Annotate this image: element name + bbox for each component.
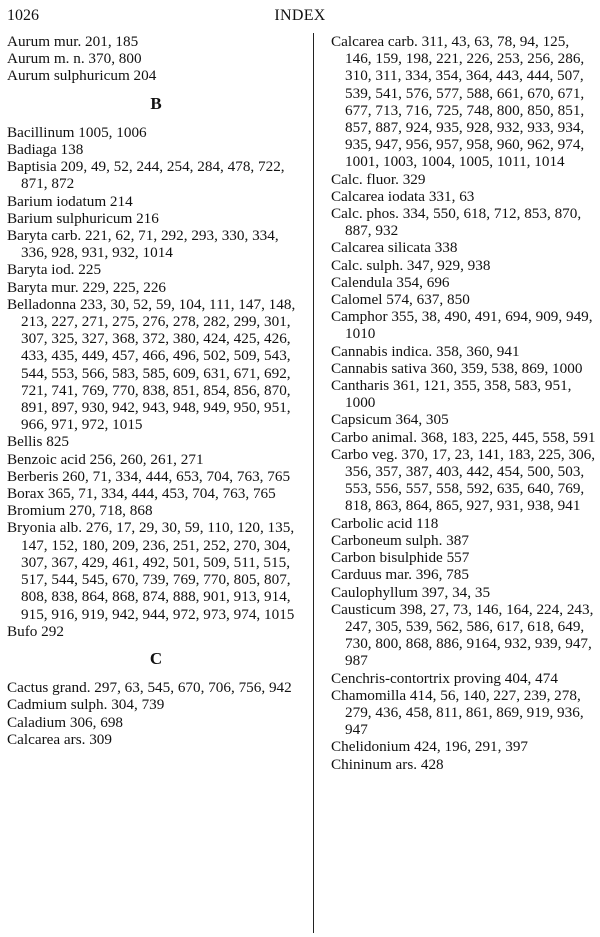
index-entry: Caulophyllum 397, 34, 35 (331, 583, 491, 601)
index-entry: Cadmium sulph. 304, 739 (7, 696, 165, 714)
index-entry: Caladium 306, 698 (7, 713, 124, 731)
index-entry: Calcarea carb. 311, 43, 63, 78, 94, 125, 146, 159, 198, 221, 226, 253, 256, 286, 310, 311, 334, 354, 364, 443, 444, 507, 539, 541, 576, 577, 588, 661, 670, 671, 677, 713, 716, 725, 748, 800, 850, 851, 857, 887, 924, 935, 928, 932, 933, 934, 935, 947, 956, 957, 958, 960, 962, 974, 1001, 1003, 1004, 1005, 1011, 1014 (331, 33, 585, 171)
index-entry: Cantharis 361, 121, 355, 358, 583, 951, 1000 (331, 377, 572, 412)
index-entry: Barium sulphuricum 216 (7, 209, 159, 227)
running-head: INDEX (274, 7, 326, 24)
index-entry: Calc. sulph. 347, 929, 938 (331, 256, 491, 274)
index-entry: Causticum 398, 27, 73, 146, 164, 224, 243, 247, 305, 539, 562, 586, 617, 618, 649, 730, 800, 868, 886, 9164, 932, 939, 947, 987 (331, 600, 594, 670)
index-entry: Carbo veg. 370, 17, 23, 141, 183, 225, 306, 356, 357, 387, 403, 442, 454, 500, 503, 553, 556, 557, 558, 592, 635, 640, 769, 818, 863, 864, 865, 927, 931, 938, 941 (331, 445, 596, 515)
page-header (0, 7, 600, 29)
index-entry: Benzoic acid 256, 260, 261, 271 (7, 450, 204, 468)
index-entry: Camphor 355, 38, 490, 491, 694, 909, 949, 1010 (331, 308, 593, 343)
page-number: 1026 (7, 7, 39, 24)
index-entry: Barium iodatum 214 (7, 192, 133, 210)
index-entry: Bellis 825 (7, 433, 70, 451)
index-entry: Bufo 292 (7, 622, 64, 640)
index-entry: Cannabis indica. 358, 360, 941 (331, 342, 520, 360)
index-entry: Badiaga 138 (7, 141, 84, 159)
index-entry: Cannabis sativa 360, 359, 538, 869, 1000 (331, 359, 583, 377)
index-entry: Carbolic acid 118 (331, 514, 439, 532)
index-entry: Aurum sulphuricum 204 (7, 67, 157, 85)
index-entry: Chamomilla 414, 56, 140, 227, 239, 278, 279, 436, 458, 811, 861, 869, 919, 936, 947 (331, 686, 584, 739)
index-entry: Chininum ars. 428 (331, 755, 444, 773)
index-entry: Cenchris-contortrix proving 404, 474 (331, 669, 558, 687)
index-entry: Carbon bisulphide 557 (331, 549, 470, 567)
index-entry: Baryta carb. 221, 62, 71, 292, 293, 330, 334, 336, 928, 931, 932, 1014 (7, 227, 279, 262)
index-entry: Berberis 260, 71, 334, 444, 653, 704, 763, 765 (7, 467, 291, 485)
index-entry: Bromium 270, 718, 868 (7, 502, 153, 520)
index-entry: Calendula 354, 696 (331, 273, 450, 291)
index-entry: Baptisia 209, 49, 52, 244, 254, 284, 478, 722, 871, 872 (7, 158, 285, 193)
index-entry: Calcarea iodata 331, 63 (331, 187, 475, 205)
index-entry: Carboneum sulph. 387 (331, 531, 469, 549)
index-entry: Bacillinum 1005, 1006 (7, 123, 147, 141)
column-divider (313, 33, 314, 933)
index-entry: Aurum m. n. 370, 800 (7, 50, 142, 68)
index-entry: Baryta iod. 225 (7, 261, 102, 279)
index-entry: Bryonia alb. 276, 17, 29, 30, 59, 110, 120, 135, 147, 152, 180, 209, 236, 251, 252, 270, 304, 307, 367, 429, 461, 492, 501, 509, 511, 515, 517, 544, 545, 670, 739, 769, 770, 805, 807, 808, 838, 864, 868, 874, 888, 901, 913, 914, 915, 916, 919, 942, 944, 972, 973, 974, 1015 (7, 519, 295, 623)
index-entry: Calc. phos. 334, 550, 618, 712, 853, 870, 887, 932 (331, 205, 582, 240)
index-entry: Calc. fluor. 329 (331, 170, 426, 188)
index-column-right (331, 33, 597, 773)
index-entry: Calcarea silicata 338 (331, 239, 458, 257)
section-letter-heading: B (150, 93, 162, 113)
index-entry: Borax 365, 71, 334, 444, 453, 704, 763, 765 (7, 485, 276, 503)
index-entry: Carbo animal. 368, 183, 225, 445, 558, 591 (331, 428, 596, 446)
index-entry: Cactus grand. 297, 63, 545, 670, 706, 756, 942 (7, 679, 292, 697)
index-column-left (7, 33, 305, 748)
index-entry: Carduus mar. 396, 785 (331, 566, 469, 584)
section-letter-heading: C (149, 648, 163, 668)
index-entry: Calcarea ars. 309 (7, 730, 112, 748)
index-entry: Capsicum 364, 305 (331, 411, 449, 429)
index-entry: Belladonna 233, 30, 52, 59, 104, 111, 147, 148, 213, 227, 271, 275, 276, 278, 282, 299, 301, 307, 325, 327, 368, 372, 380, 424, 425, 426, 433, 435, 449, 457, 466, 496, 502, 509, 543, 544, 553, 566, 583, 585, 609, 631, 671, 692, 721, 741, 769, 770, 838, 851, 854, 856, 870, 891, 897, 930, 942, 943, 948, 949, 950, 951, 966, 971, 972, 1015 (7, 295, 296, 434)
index-entry: Baryta mur. 229, 225, 226 (7, 278, 167, 296)
index-entry: Chelidonium 424, 196, 291, 397 (331, 738, 529, 756)
index-entry: Aurum mur. 201, 185 (7, 33, 139, 50)
index-entry: Calomel 574, 637, 850 (331, 291, 470, 309)
